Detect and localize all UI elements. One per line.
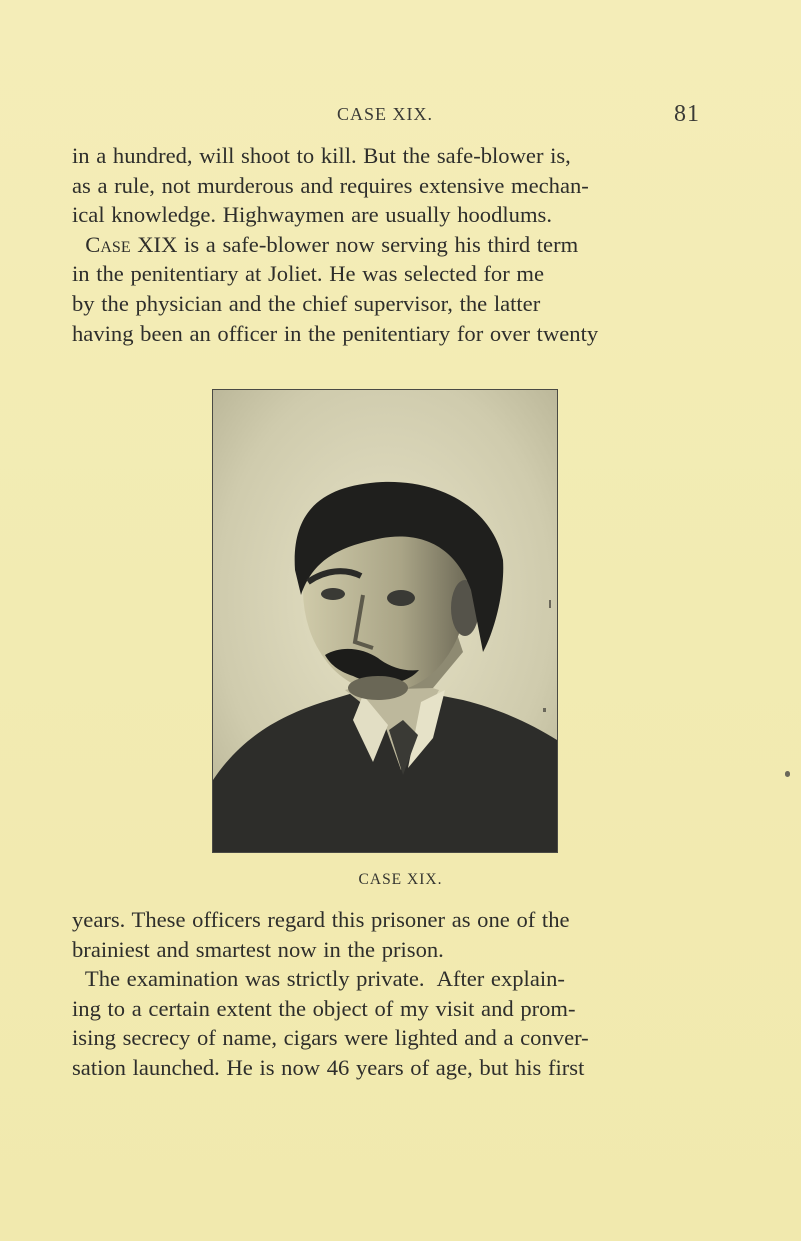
text-line: brainiest and smartest now in the prison. bbox=[72, 936, 444, 962]
text-line: having been an officer in the penitentiary for over twenty bbox=[72, 320, 599, 346]
text-line: ing to a certain extent the object of my visit and prom- bbox=[72, 995, 576, 1021]
text-line-case-intro bbox=[72, 230, 712, 260]
page-number: 81 bbox=[674, 101, 700, 127]
running-head bbox=[0, 101, 801, 134]
text-line: in the penitentiary at Joliet. He was selected for me bbox=[72, 261, 545, 287]
text-line: The examination was strictly private. After explain- bbox=[72, 966, 565, 992]
case-rest: XIX is a safe-blower now serving his third term bbox=[130, 231, 579, 257]
print-speck bbox=[785, 771, 790, 777]
case-word: Case bbox=[85, 231, 131, 257]
text-line: ical knowledge. Highwaymen are usually hoodlums. bbox=[72, 202, 552, 228]
text-block-bottom bbox=[72, 905, 712, 1083]
text-line: by the physician and the chief supervisor, the latter bbox=[72, 290, 541, 316]
text-line: sation launched. He is now 46 years of age, but his first bbox=[72, 1054, 585, 1080]
text-line: as a rule, not murderous and requires extensive mechan- bbox=[72, 172, 589, 198]
text-line: in a hundred, will shoot to kill. But the safe-blower is, bbox=[72, 143, 571, 168]
running-title: CASE XIX. bbox=[337, 104, 434, 124]
figure-caption: CASE XIX. bbox=[358, 871, 443, 888]
text-line: ising secrecy of name, cigars were lighted and a conver- bbox=[72, 1025, 589, 1051]
portrait-image bbox=[213, 390, 557, 852]
portrait-photograph bbox=[212, 389, 558, 853]
text-line: years. These officers regard this prisoner as one of the bbox=[72, 907, 570, 932]
text-block-top bbox=[72, 141, 712, 348]
